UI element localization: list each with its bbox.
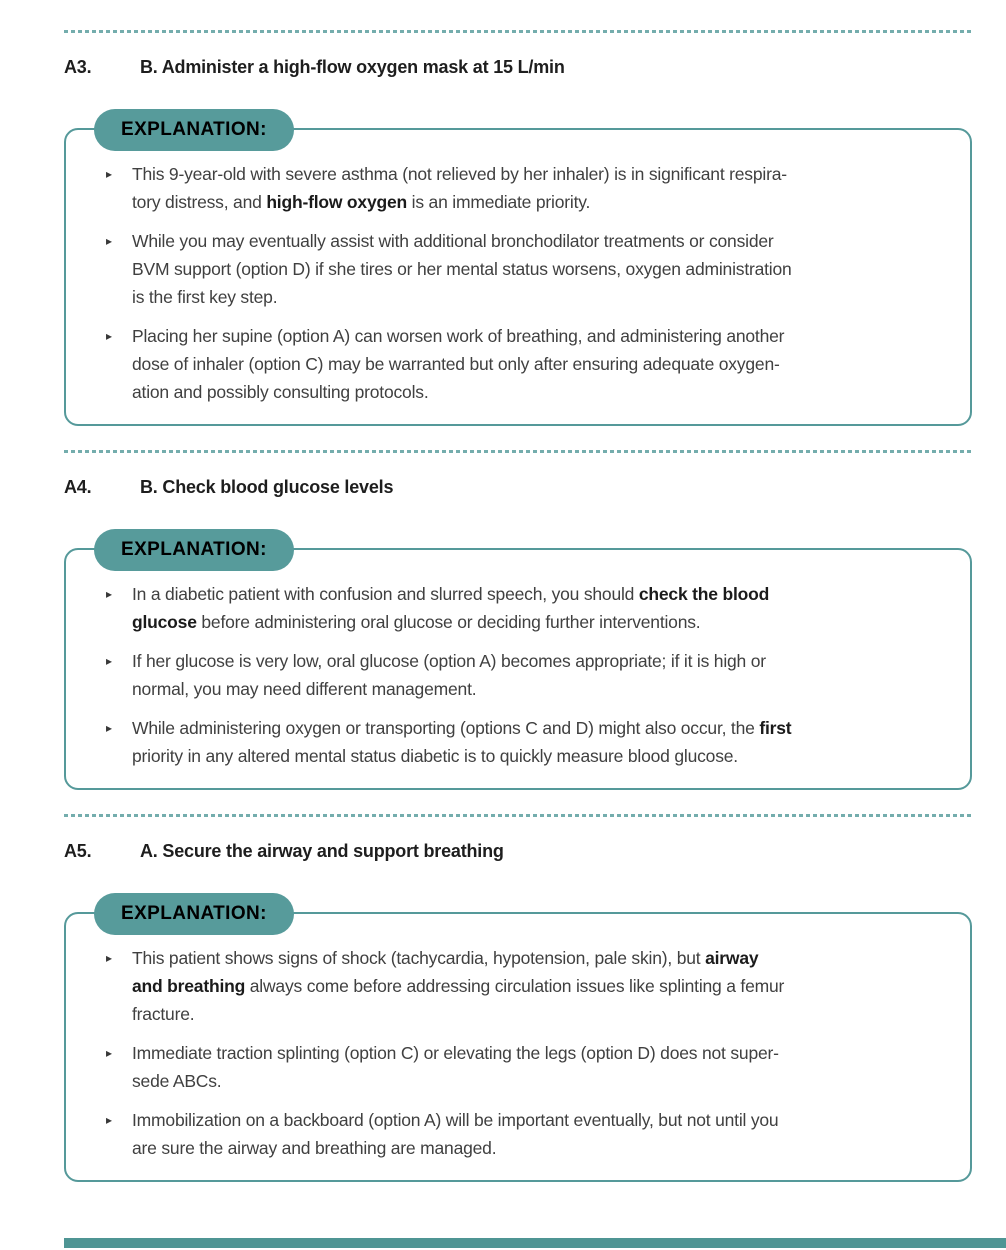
bullet-text: If her glucose is very low, oral glucose (option A) becomes appropriate; if it is high or normal, you may need different management. (132, 651, 766, 699)
bullet-text: Immobilization on a backboard (option A) will be important eventually, but not until you are sure the airway and breathing are managed. (132, 1110, 779, 1158)
dashed-divider (64, 814, 972, 817)
bullet-item (106, 160, 952, 216)
answer-text: B. Administer a high-flow oxygen mask at 15 L/min (140, 57, 565, 77)
question-number: A5. (64, 841, 92, 861)
bullet-text: In a diabetic patient with confusion and slurred speech, you should check the blood glucose before administering oral glucose or deciding further interventions. (132, 584, 770, 632)
bullet-text: Immediate traction splinting (option C) or elevating the legs (option D) does not super- sede ABCs. (132, 1043, 779, 1091)
bullet-text: This patient shows signs of shock (tachycardia, hypotension, pale skin), but airway and breathing always come before addressing circulation issues like splinting a femur fracture. (132, 948, 785, 1024)
answer-heading (64, 57, 972, 78)
bullet-arrow-icon: ▸ (106, 329, 113, 343)
answer-text: B. Check blood glucose levels (140, 477, 394, 497)
bullet-text: Placing her supine (option A) can worsen work of breathing, and administering another dose of inhaler (option C) may be warranted but only after ensuring adequate oxygen- ation and possibly consulting protocols. (132, 326, 785, 402)
bullet-arrow-icon: ▸ (106, 234, 113, 248)
bullet-text: While you may eventually assist with additional bronchodilator treatments or consider BVM support (option D) if she tires or her mental status worsens, oxygen administration is the first key step. (132, 231, 792, 307)
explanation-box (64, 903, 972, 1182)
bullet-arrow-icon: ▸ (106, 1046, 113, 1060)
bullet-arrow-icon: ▸ (106, 167, 113, 181)
bullet-item (106, 1039, 952, 1095)
bullet-arrow-icon: ▸ (106, 951, 113, 965)
explanation-badge: EXPLANATION: (94, 109, 294, 151)
bullet-list (106, 160, 952, 406)
dashed-divider (64, 450, 972, 453)
bullet-arrow-icon: ▸ (106, 721, 113, 735)
bullet-text: While administering oxygen or transporting (options C and D) might also occur, the first priority in any altered mental status diabetic is to quickly measure blood glucose. (132, 718, 792, 766)
top-dashed-divider (64, 30, 972, 33)
question-number: A3. (64, 57, 92, 77)
question-number: A4. (64, 477, 92, 497)
answer-text: A. Secure the airway and support breathing (140, 841, 504, 861)
bullet-item (106, 322, 952, 406)
bullet-item (106, 1106, 952, 1162)
bullet-item (106, 714, 952, 770)
bullet-item (106, 580, 952, 636)
bullet-text: This 9-year-old with severe asthma (not relieved by her inhaler) is in significant respira- tory distress, and high-flow oxygen is an immediate priority. (132, 164, 787, 212)
bullet-arrow-icon: ▸ (106, 654, 113, 668)
explanation-box (64, 539, 972, 790)
explanation-badge: EXPLANATION: (94, 529, 294, 571)
answer-heading (64, 841, 972, 862)
bullet-list (106, 580, 952, 770)
footer-accent-bar (64, 1238, 1006, 1248)
explanation-badge: EXPLANATION: (94, 893, 294, 935)
bullet-item (106, 944, 952, 1028)
bullet-list (106, 944, 952, 1162)
bullet-item (106, 647, 952, 703)
bullet-arrow-icon: ▸ (106, 587, 113, 601)
explanation-box (64, 119, 972, 426)
answer-heading (64, 477, 972, 498)
bullet-item (106, 227, 952, 311)
bullet-arrow-icon: ▸ (106, 1113, 113, 1127)
